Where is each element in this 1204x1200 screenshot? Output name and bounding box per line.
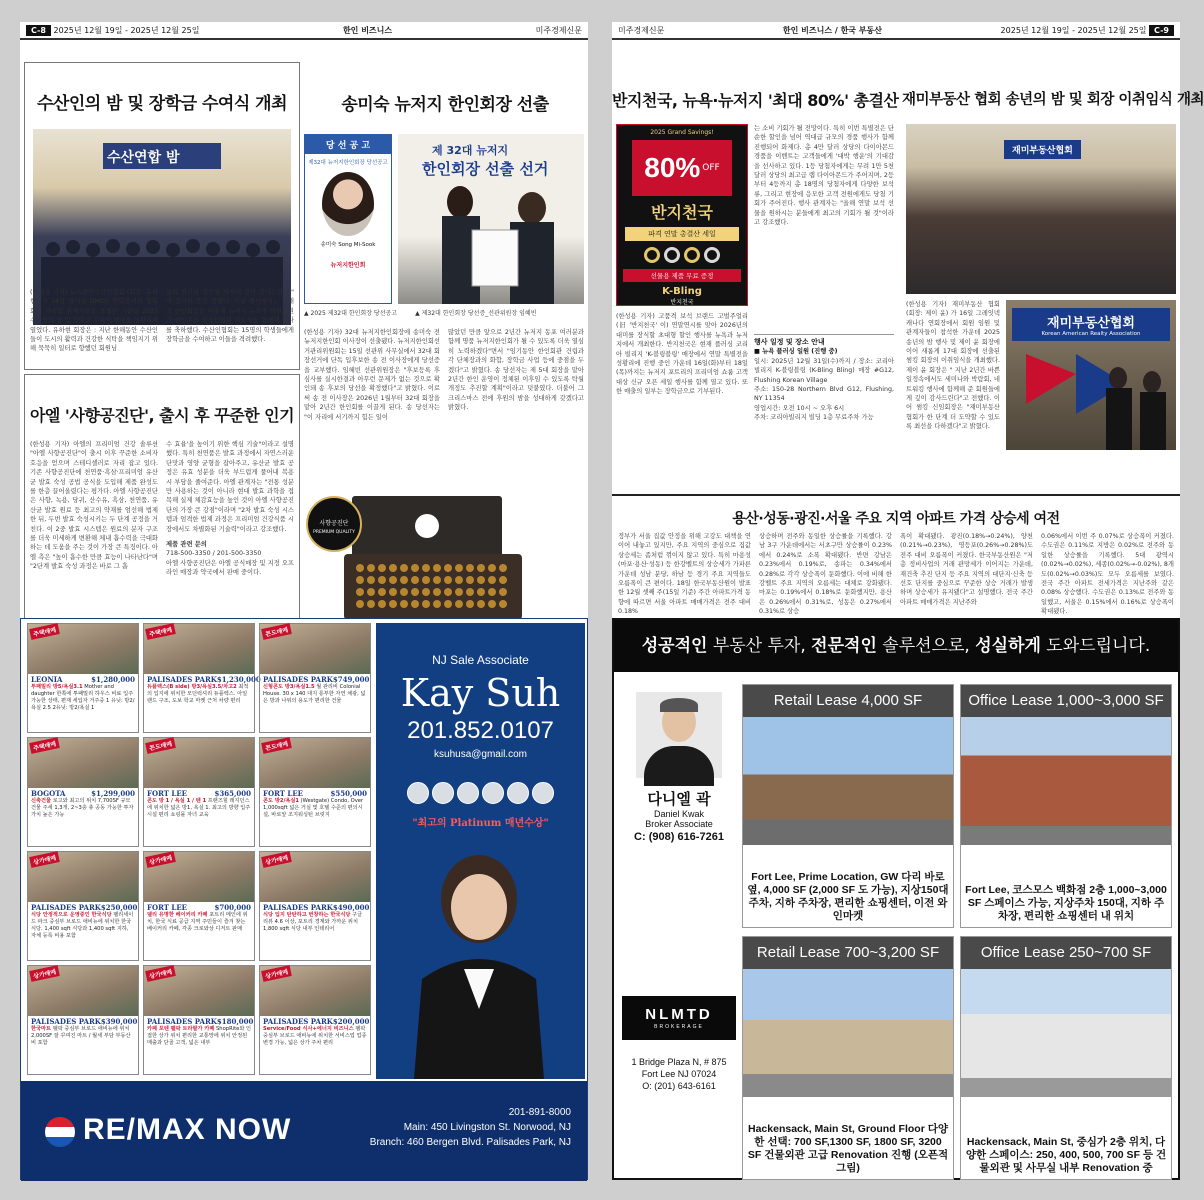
association-banner — [1012, 308, 1170, 341]
listing-price: $390,000 — [100, 1017, 138, 1026]
office-main: Main: 450 Livingston St. Norwood, NJ — [403, 1122, 571, 1133]
issue-date: 2025년 12월 19일 - 2025년 12월 25일 — [1000, 25, 1147, 35]
ad-sale-text: 파격 연말 총결산 세일 — [625, 227, 739, 241]
article-ring-heaven — [612, 62, 898, 490]
contact-note: 아엘 사향공진단은 아엘 공식매장 및 지정 오프라인 매장과 약국에서 판매 중이다. — [166, 559, 294, 577]
listing-price: $1,280,000 — [91, 675, 135, 684]
listing-price: $700,000 — [214, 903, 251, 912]
listing-title: Service/Food 식사+에너지 비즈니스 — [263, 1026, 354, 1032]
award-badges — [376, 782, 585, 804]
broker-photo — [636, 692, 722, 778]
article-body — [618, 532, 1174, 628]
broker-card — [622, 692, 736, 864]
listing-photo — [28, 852, 138, 902]
listing-card[interactable] — [143, 965, 255, 1075]
listing-photo — [144, 852, 254, 902]
listing-city: BOGOTA — [31, 789, 66, 798]
article-headline: 용산·성동·광진·서울 주요 지역 아파트 가격 상승세 여전 — [732, 511, 1060, 527]
article-headline: 송미숙 뉴저지 한인회장 선출 — [341, 95, 549, 115]
listing-title: 신형콘도 방3/욕실1.5 — [263, 684, 315, 690]
listing-photo — [144, 738, 254, 788]
logo-text: NLMTD — [645, 1006, 713, 1023]
listing-tag: 상가매매 — [29, 851, 60, 868]
balloon-icon — [45, 1117, 75, 1147]
listing-city: PALISADES PARK — [31, 903, 101, 912]
ad-logo-sub: 반지천국 — [670, 299, 694, 306]
property-description: Fort Lee, 코스모스 백화점 2층 1,000~3,000 SF 스페이스 가능, 지상주차 150대, 지하 주차장, 편리한 쇼핑센터 내 위치 — [965, 884, 1167, 922]
listing-photo — [144, 624, 254, 674]
listing-price: $550,000 — [330, 789, 367, 798]
office-phone[interactable]: 201-891-8000 — [508, 1107, 571, 1118]
newspaper-name: 미주경제신문 — [618, 25, 665, 35]
office-contact — [370, 1105, 571, 1150]
ad-percent: 80% — [644, 152, 701, 183]
agent-title: NJ Sale Associate — [432, 653, 529, 667]
property-card[interactable] — [960, 936, 1172, 1180]
info-parking: 주차: 코리아빌리지 빌딩 1층 무료주차 가능 — [754, 414, 874, 422]
listing-card[interactable] — [143, 851, 255, 961]
ring-heaven-ad — [616, 124, 748, 306]
listing-city: PALISADES PARK — [147, 1017, 217, 1026]
info-detail: 일시: 2025년 12월 31일(수)까지 / 장소: 코리아 빌리지 K-블링블링 (K-Bling Bling) 매장 #G12, Flushing Korean Village — [754, 357, 894, 384]
ad-free-gift: 선물용 제품 무료 증정 — [623, 269, 741, 282]
photo-captions — [304, 308, 537, 317]
brokerage-logo — [622, 996, 736, 1040]
seal-text: 사향공진단 — [319, 520, 349, 527]
banner-line-2: 한인회장 선출 선거 — [422, 160, 549, 178]
jewelry-illustration — [617, 247, 747, 263]
article-nj-korean-association — [304, 62, 586, 424]
article-realty-association — [902, 62, 1204, 490]
agent-phone[interactable]: 201.852.0107 — [407, 717, 554, 744]
section-title: 한인 비즈니스 — [342, 25, 393, 35]
listing-city: LEONIA — [31, 675, 63, 684]
property-photo — [743, 969, 953, 1097]
listing-city: PALISADES PARK — [31, 1017, 101, 1026]
listing-desc: 프랜즈힐 레지던스에 위치한 넓은 방1, 욕실 1. 최고의 방향 입주 시설 편리 쇼핑몰 자녀 교육 — [147, 798, 251, 818]
contact-phone: 718-500-3350 / 201-500-3350 — [166, 550, 262, 558]
agent-photo — [404, 819, 554, 1079]
nlmtd-ad — [612, 618, 1180, 1180]
agent-name: Kay Suh — [400, 671, 561, 715]
article-body — [30, 440, 294, 622]
product-box-photo — [304, 494, 586, 624]
left-page — [20, 22, 588, 1180]
listing-desc: 포트리 메인에 위치, 한국 식료 공급 지역 주민들이 즐겨 찾는 베이커리 카페, 각종 크로와상 디저트 판매 — [147, 912, 248, 932]
listing-tag: 콘도매매 — [261, 737, 292, 754]
slogan-part: 성실하게 — [975, 636, 1041, 656]
broker-name-kr: 다니엘 곽 — [647, 790, 711, 808]
listing-photo — [260, 738, 370, 788]
listing-city: FORT LEE — [147, 903, 188, 912]
portrait — [322, 172, 374, 236]
listing-desc: ShopRite와 인접한 상가 위치 편리한 교통망에 위치 안정된 매출과 단골 고객, 넓은 내부 — [147, 1026, 252, 1046]
group-photo — [906, 124, 1176, 294]
people-illustration — [1006, 344, 1176, 450]
listing-city: PALISADES PARK — [263, 675, 333, 684]
listing-title: 투패밀리 방5/욕실3.1 — [31, 684, 83, 690]
listing-title: 식당 입지 탄탄하고 번창하는 한국식당 — [263, 912, 351, 918]
listing-card[interactable] — [259, 737, 371, 847]
people-illustration — [398, 134, 584, 304]
listing-price: $365,000 — [214, 789, 251, 798]
article-column: 정부가 서울 집값 안정을 위해 고강도 대책을 연이어 내놓고 있지만, 주요 지역의 중심으로 집값 상승세는 좀처럼 꺾이지 않고 있다. 특히 마용성(마포·용산·성동) 등 한강벨트의 상승세가 가파른 가운데 성남 분당, 하남 등 경기 주요 지역들도 오름폭이 큰 편이다. 18일 한국부동산원이 발표한 12월 셋째 주(15일 기준) 주간 아파트가격 동향에 따르면 서울 아파트 매매가격은 전주 대비 0.18% — [618, 533, 751, 616]
listing-card[interactable] — [143, 737, 255, 847]
property-title: Retail Lease 700~3,200 SF — [743, 937, 953, 969]
article-column-wrap — [166, 440, 294, 622]
listing-card[interactable] — [259, 851, 371, 961]
listing-title: 듀플렉스(B side) 방3/욕실3.5/차고2 — [147, 684, 237, 690]
section-title: 한인 비즈니스 / 한국 부동산 — [782, 25, 882, 35]
listing-title: 식당 안정적으로 운영중인 한국식당 — [31, 912, 112, 918]
event-info — [754, 334, 894, 486]
listing-price: $1,299,000 — [91, 789, 135, 798]
caption: ▲ 제32대 한인회장 당선증_선관위원장 임혜빈 — [415, 310, 537, 317]
broker-name-en: Daniel Kwak — [653, 809, 705, 819]
article-column: 0.06%에서 이번 주 0.07%로 상승폭이 커졌다. 수도권은 0.11%로 지방은 0.02%로 전주와 동일한 상승률을 기록했다. 5대 광역시(0.02%→0.02%), 세종(0.02%→-0.02%), 8개도(0.02%→0.03%)도 모두 오름세를 보였다. 전국 주간 아파트 전세가격은 지난주와 같은 0.08% 상승했다. 수도권은 0.13%로 전주와 동일했고, 서울은 0.15%에서 0.16%로 상승폭이 확대됐다. — [1041, 533, 1174, 616]
certificate-photo — [398, 134, 584, 304]
listing-price: $200,000 — [332, 1017, 370, 1026]
slogan-bar — [614, 620, 1178, 672]
issue-date: 2025년 12월 19일 - 2025년 12월 25일 — [53, 25, 200, 35]
article-column: 는 소비 기회가 될 전망이다. 특히 이번 특별전은 단순한 할인을 넘어 역대급 규모의 경품 행사가 함께 진행되어 화제다. 총 4만 달러 상당의 다이아몬드 경품을 이벤트는 고객들에게 '대박 행운'의 기대감을 선사하고 있다. 1등 당첨자에게는 무려 1만 5천 달러 상당의 최고급 랩 다이아몬드가 주어지며, 2등부터 4등까지 총 18명의 당첨자에게 다양한 보석류, 그리고 현장에 응모한 고객 전원에게도 당첨 기회가 주어진다. 행사 관계자는 "올해 연말 보석 선물을 원하시는 분들에게 최고의 기회가 될 것"이라고 강조했다. — [754, 125, 894, 227]
seal-subtext: PREMIUM QUALITY — [313, 530, 355, 535]
listing-price: $180,000 — [216, 1017, 254, 1026]
listing-photo — [28, 738, 138, 788]
listing-price: $250,000 — [100, 903, 138, 912]
info-location-title: ■ 뉴욕 플러싱 일원 (진행 중) — [754, 348, 838, 356]
listing-title: 카페 포텐 팰팍 트라팔가 카페 — [147, 1026, 215, 1032]
left-page-header — [20, 22, 588, 40]
listing-title: 콘도 방 1 / 욕실 1 / 텐 1 — [147, 798, 207, 804]
listing-tag: 주택매매 — [145, 623, 176, 640]
article-column: 많았던 만큼 앞으로 2년간 뉴저지 동포 여러분과 함께 명품 뉴저지한인회가 될 수 있도록 더욱 열심히 노력하겠다"면서 "임기동안 한인회관 건립과 각 단체장과의 화합, 장학금 사업 등에 중점을 두겠다"고 밝혔다. 송 당선자는 제 5대 회장을 맡아 2년간 한인 운영이 정체된 이후임 수 있도록 탁월 개정도 추진할 계획"이라고 덧붙였다. 더불어 그 크리스마스 전에 후원의 밤을 성대하게 갖겠다고 밝혔다. — [448, 329, 584, 412]
right-page-header — [612, 22, 1180, 40]
property-title: Office Lease 1,000~3,000 SF — [961, 685, 1171, 717]
listing-desc: 구글 리뷰 4.6 이상, 포트리 경계와 가까운 위치 1,800 sqft 식당 내부 인테리어 — [263, 912, 363, 932]
listing-desc: 월 관리비 Colonial House. 30 x 140 대지 롱부한 자연 채광, 넓은 방과 나위의 용도가 편리한 건물 — [263, 684, 366, 704]
listing-card[interactable] — [27, 965, 139, 1075]
slogan-part: 성공적인 — [641, 636, 708, 656]
article-column: (한성용 기자) 아엘의 프리미엄 건강 솔루션 "아엘 사향공진단"이 출시 이후 꾸준한 소비자 호응을 얻으며 스테디셀러로 자리 잡고 있다. 기존 사향공진단에 천연품·흑삼·프리미엄 유산균 발효 숙성 공법 공식을 도입해 제품 완성도를 한층 끌어올렸다는 평가다. 아엘 사향공진단은 사향, 녹용, 당귀, 산수유, 흑삼, 천연품, 유산균 발효 원료 등 최고의 약재를 엄선해 법제 한 뒤, 두번 발효 숙성시키는 두 단계 공정을 거친다. 이 2중 발효 시스템은 원료의 분자 구조를 더욱 미세하게 변환해 체내 흡수력을 극대화하는 데 도움을 주는 것이 가장 큰 특징이다. 아엘 측은 "높이 흡수한 만큼 효능이 나타난다"며 "2단계 발효 숙성 과정은 바로 그 흡 — [30, 441, 158, 571]
listing-title: 델리 유명한 베이커리 카페 — [147, 912, 208, 918]
listing-city: PALISADES PARK — [263, 1017, 333, 1026]
property-card[interactable] — [742, 936, 954, 1180]
article-body — [304, 328, 584, 424]
listing-photo — [260, 852, 370, 902]
listing-tag: 상가매매 — [29, 965, 60, 982]
agent-email[interactable]: ksuhusa@gmail.com — [434, 749, 527, 760]
listing-tag: 상가매매 — [261, 851, 292, 868]
property-description: Fort Lee, Prime Location, GW 다리 바로옆, 4,000 SF (2,000 SF 도 가능), 지상150대 주차, 지하 주차장, 편리한 쇼핑센터, 이전 와인마켓 — [747, 871, 949, 922]
slogan-part: 부동산 투자, — [707, 636, 812, 656]
page-number: C-9 — [1149, 25, 1174, 36]
remax-logo: RE/MAX NOW — [83, 1113, 292, 1146]
event-banner: 수산연합 밤 — [107, 150, 180, 166]
listing-tag: 상가매매 — [145, 851, 176, 868]
ad-logo: K-Bling — [662, 286, 702, 297]
ad-brand-name: 반지천국 — [651, 203, 713, 222]
article-column: (한성용 기자) 고품격 보석 브랜드 고벌주얼리(旧 '반지천국' 이) 연말연시를 맞아 2026년의 대미를 장식할 초대형 할인 행사를 뉴욕과 뉴저지에서 개최한다. 반지천국은 현재 플러싱 코리아 빌리지 'K-블링블링' 매장에서 연말 특별전을 성황리에 진행 중인 가운데 16일(화)부터 18일(목)까지는 뉴저지 포트리의 프리미엄 쇼룸 고객 대상 신규 오픈 세일 행사를 함께 열고 있다. 또한 매출의 일부는 장학금으로 기부된다. — [616, 313, 748, 396]
broker-phone[interactable]: C: (908) 616-7261 — [634, 831, 724, 843]
listing-desc: (Westgate) Condo, Over 1,000sqft 넓은 거실 및 호텔 수준의 편의시설, 바로앞 조지워싱턴 브릿지 — [263, 798, 364, 818]
election-notice — [304, 134, 392, 304]
listing-desc: Mother and daughter 한쪽에 투패밀리 하우스 비료 입주 가능한 상태, 편재 세입자 거주중 1 유닛: 방2/욕실 2.5 2유닛: 방2/욕실 1 — [31, 684, 135, 711]
listing-card[interactable] — [27, 851, 139, 961]
article-column: (한성용 기자) 32대 뉴저지한인회장에 송미숙 전 뉴저지한인회 이사장이 선출됐다. 뉴저지한인회선거관리위원회는 15일 선관위 사무실에서 32대 회장선거에 단독 입후보한 송 전 이사장에게 당선증을 교부했다. 임혜빈 선관위원장은 "후보등록 후 심사를 실시한결과 아무런 문제가 없는 것으로 확인돼 송 후보의 당선을 확정했다"고 밝혔다. 이로써 송 전 이사장은 2026년 1월부터 32대 회장을 맡아 2년간 한인회를 이끌게 된다. 송 당선자는 "이 자리에 서기까지 힘든 일이 — [304, 329, 440, 421]
listing-desc: 팰팍 중심부 브로드 애비뉴에 위치한 서비스업 업종 변경 가능, 넓은 상가 주차 편리 — [263, 1026, 367, 1046]
listing-desc: 팰리세이드 파크 중심부 브로드 애비뉴에 위치한 한국식당. 1,400 sqft 식당과 1,400 sqft 지하, 자체 등록 비용 포함 — [31, 912, 134, 939]
listing-city: FORT LEE — [263, 789, 304, 798]
article-headline: 수산인의 밤 및 장학금 수여식 개최 — [37, 94, 287, 114]
listing-card[interactable] — [27, 623, 139, 733]
article-column: (한성용 기자) 뉴욕한인수산인협회 (회장: 유하현) 가 14일 플러싱 DMOS 연회장에서 협회 회원 가족및 관계자들을 초청한 가운데 2025 수산인의 밤 및 장학금 수여식 행사를 성황리에 열었다. 유하현 회장은 : 지난 한해동안 수산인들이 도시의 활력과 건강한 식탁을 책임지기 위해 묵묵히 일터로 향했던 회원님 — [30, 289, 158, 353]
listing-title: 한국마트 — [31, 1026, 52, 1032]
listing-title: 신축건물 — [31, 798, 52, 804]
right-page — [612, 22, 1204, 1180]
property-card[interactable] — [960, 684, 1172, 928]
slogan-part: 도와드립니다. — [1040, 636, 1151, 656]
article-headline: 재미부동산 협회 송년의 밤 및 회장 이취임식 개최 — [902, 92, 1204, 108]
info-address: 주소: 150-28 Northern Blvd G12, Flushing, NY 11354 — [754, 386, 894, 403]
property-description: Hackensack, Main St, Ground Floor 다양한 선택: 700 SF,1300 SF, 1800 SF, 3200 SF 건물외관 고급 Renovation 진행 (오픈적 그림) — [747, 1123, 949, 1174]
office-phone[interactable]: O: (201) 643-6161 — [642, 1081, 716, 1091]
listing-card[interactable] — [259, 623, 371, 733]
article-column: 들의 헌신과 강인한 의지에 깊이 감사드린다." 며 감사의 뜻을 전했다. 이날 행사에서는 이해석 한인회장을 비롯해 뉴저지 뉴욕주 하원의원과 한인주요 상공인협회 지도자들 함께해 행사를 축하했다. 수산인협회는 15명의 학생들에게 장학금을 수여하고 이들을 격려했다. — [166, 289, 294, 344]
listing-photo — [28, 624, 138, 674]
property-title: Office Lease 250~700 SF — [961, 937, 1171, 969]
property-description: Hackensack, Main St, 중심가 2층 위치, 다양한 스페이스: 250, 400, 500, 700 SF 등 건물외관 및 사무실 내부 Renovation 중 — [965, 1136, 1167, 1174]
slogan-part: 솔루션으로, — [876, 636, 976, 656]
notice-title: 당 선 공 고 — [305, 135, 391, 154]
listing-price: $1,230,000 — [216, 675, 261, 684]
listing-city: FORT LEE — [147, 789, 188, 798]
listing-photo — [260, 624, 370, 674]
article-seoul-apartments — [612, 494, 1180, 628]
brokerage-address — [622, 1056, 736, 1092]
article-column: 수 효율'을 높이기 위한 핵심 기술"이라고 설명했다. 특히 천연품은 발효 과정에서 자연스러운 단맛과 영양 균형을 잡아주고, 유산균 발효 공정은 유효 성분을 더욱 부드럽게 풀어내 복용 시 부담을 줄여준다. 아엘 관계자는 "전통 성분만 사용하는 것이 아니라 현대 발효 과학을 접목해 실제 체감효능을 높인 것이 아엘 사향공진단의 가장 큰 강점"이라며 "2차 발효 숙성 시스템과 엄격한 법제 과정은 프리미엄 건강식품 시장에서도 차별화된 기술력"이라고 강조했다. — [166, 441, 294, 533]
listing-desc: 최적의 입지에 위치한 모던럭셔리 듀플렉스. 아일랜드 구조, 도보 학교 마켓 근처 차량 편리 — [147, 684, 249, 704]
listing-price: $490,000 — [332, 903, 370, 912]
ad-off: OFF — [702, 163, 720, 173]
award-text: "최고의 Platinum 매년수상" — [412, 818, 549, 829]
listing-photo — [28, 966, 138, 1016]
listing-city: PALISADES PARK — [147, 675, 217, 684]
remax-ad — [20, 618, 588, 1180]
brokerage-info — [622, 996, 736, 1168]
article-column: 폭이 확대됐다. 광진(0.18%→0.24%), 양천(0.21%→0.23%), 영등포(0.26%→0.28%)도 전주 대비 오름폭이 커졌다. 한국부동산원은 "저층 정비사업의 거래 관망세가 이어지는 가운데, 재건축 추진 단지 등 주요 지역의 대단지·신축 등 선호 단지를 중심으로 꾸준한 상승 거래가 발생하며 상승세가 유지됐다"고 설명했다. 전국 주간 아파트 매매가격은 지난주와 — [900, 533, 1033, 606]
notice-name: 송미숙 Song Mi-Sook — [320, 242, 376, 248]
article-column: 상승하며 전주와 동일한 상승률을 기록했다. 강남 3구 가운데에서는 서초구만 상승률이 0.23%에서 0.24%로 소폭 확대됐다. 반면 강남은 0.23%에서 0.19%로, 송파는 0.34%에서 0.28%로 각각 상승폭이 둔화했다. 이에 비해 한강벨트 주요 지역의 오름세는 대체로 강화됐다. 마포는 0.19%에서 0.18%로 둔화했지만, 용산은 0.26%에서 0.31%로, 성동은 0.27%에서 0.31%로 상승 — [759, 533, 892, 616]
info-hours: 영업시간: 오전 10시 ~ 오후 6시 — [754, 404, 845, 412]
banner-line-1: 제 32대 뉴저지 — [432, 144, 509, 157]
agent-panel — [376, 623, 585, 1079]
article-column-wrap — [754, 124, 894, 488]
event-banner: 재미부동산협회 — [1004, 140, 1081, 159]
listing-title: 콘도 방2/욕실1 — [263, 798, 299, 804]
remax-footer — [21, 1081, 587, 1181]
listing-city: PALISADES PARK — [263, 903, 333, 912]
listing-tag: 주택매매 — [29, 737, 60, 754]
property-photo — [961, 969, 1171, 1097]
listing-card[interactable] — [143, 623, 261, 733]
notice-subtitle: 제32대 뉴저지한인회장 당선공고 — [308, 160, 388, 166]
ad-top-text: 2025 Grand Savings! — [650, 129, 714, 136]
listing-tag: 주택매매 — [29, 623, 60, 640]
quality-seal — [306, 496, 362, 552]
caption: ▲ 2025 제32대 한인회장 당선공고 — [304, 310, 398, 317]
logo-subtext: BROKERAGE — [654, 1024, 704, 1030]
notice-org: 뉴저지한인회 — [330, 262, 366, 269]
ceremony-photo — [1006, 300, 1176, 450]
article-column: (한성용 기자) 재미부동산 협회 (회장: 제이 윤) 가 16일 그레잇넥 캐나다 연회장에서 회원 임원 및 관계자들이 참석한 가운데 2025 송년의 밤 행사 및 제이 윤 회장에 이어 새롭게 17대 회장에 선출된 썸킹 회장의 이취임식을 개최했다. 제이 윤 회장은 " 지난 2년간 바쁜 일정속에서도 세미나와 박람회, 네트워킹 행사에 함께해 준 회원들에게 깊이 감사드린다"고 전했다. 이어 썸킹 신임회장은 "재미부동산 협회가 한 단계 더 도약할 수 있도록 최선을 다하겠다"고 밝혔다. — [906, 301, 1000, 431]
article-headline: 반지천국, 뉴욕·뉴저지 '최대 80%' 총결산 — [612, 91, 899, 110]
listing-desc: 로고와 최고의 위치 7,700SF 규모 건물 주세 1,3개, 2~3층 총 공동 가능한 투자가치 높은 가능 — [31, 798, 134, 818]
info-title: 행사 일정 및 장소 안내 — [754, 338, 825, 346]
listing-desc: 팰팍 중심부 브로드 애비뉴에 위치 2,000SF 잘 꾸며진 마트 / 월세 부담 부동산 비 포함 — [31, 1026, 131, 1046]
listing-photo — [144, 966, 254, 1016]
listing-card[interactable] — [259, 965, 371, 1075]
address-line: Fort Lee NJ 07024 — [641, 1069, 717, 1079]
property-photo — [743, 717, 953, 845]
contact-label: 제품 관련 문의 — [166, 541, 207, 549]
newspaper-name: 미주경제신문 — [535, 25, 582, 35]
listing-price: $749,000 — [332, 675, 370, 684]
listing-tag: 콘도매매 — [261, 623, 292, 640]
office-branch: Branch: 460 Bergen Blvd. Palisades Park, NJ — [369, 1137, 571, 1148]
article-body — [30, 288, 294, 368]
article-headline: 아엘 '사향공진단', 출시 후 꾸준한 인기 — [29, 406, 295, 425]
listing-card[interactable] — [27, 737, 139, 847]
listing-tag: 상가매매 — [145, 965, 176, 982]
broker-title: Broker Associate — [645, 819, 713, 829]
listing-photo — [260, 966, 370, 1016]
page-number: C-8 — [26, 25, 51, 36]
slogan-part: 전문적인 — [811, 636, 877, 656]
property-card[interactable] — [742, 684, 954, 928]
listing-tag: 상가매매 — [261, 965, 292, 982]
property-title: Retail Lease 4,000 SF — [743, 685, 953, 717]
listing-tag: 콘도매매 — [145, 737, 176, 754]
association-name-en: Korean American Realty Association — [1041, 331, 1141, 337]
address-line: 1 Bridge Plaza N, # 875 — [631, 1057, 727, 1067]
property-photo — [961, 717, 1171, 845]
ad-discount-block — [632, 140, 732, 196]
association-name: 재미부동산협회 — [1047, 316, 1135, 331]
